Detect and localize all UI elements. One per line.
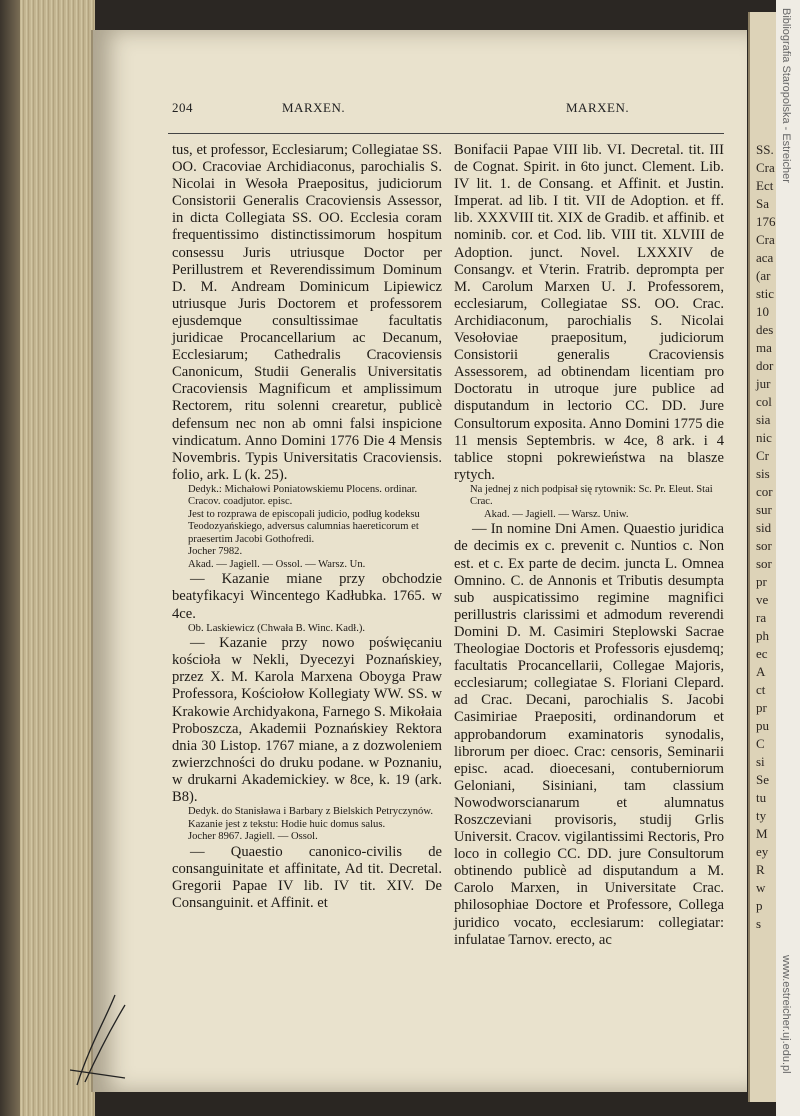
next-page-text: cor [756,484,773,499]
text-paragraph: — Kazanie przy nowo poświęcaniu kościoła w Nekli, Dyecezyi Poznańskiey, przez X. M. Karola Marxena Oboyga Praw Professora, Kościołow Kollegiaty WW. SS. w Krakowie Archidyakona, Farnego S. Mikołaia Proboszcza, Akademii Poznańskiey Rektora dnia 30 Listop. 1767 miane, a z dozwoleniem zwierzchności do druku podane. w Poznaniu, w drukarni Akademickiey. w 8ce, k. 19 (ark. B8). [172,635,442,805]
text-paragraph: Jest to rozprawa de episcopali judicio, podług kodeksu Teodozyańskiego, adversus calumnias haereticorum et praesertim Jacobi Gothofredi. [188,508,420,545]
next-page-text: sor [756,538,772,553]
page-number: 204 [172,100,193,115]
next-page-text: pu [756,718,769,733]
next-page-text: des [756,322,774,337]
text-paragraph: — Kazanie miane przy obchodzie beatyfikacyi Wincentego Kadłubka. 1765. w 4ce. [172,571,442,622]
next-page-text: tu [756,790,767,805]
next-page-text: ct [756,682,766,697]
next-page-text: sor [756,556,772,571]
signature-mark [55,990,135,1090]
text-paragraph: Na jednej z nich podpisał się rytownik: Sc. Pr. Eleut. Stai Crac. [470,483,713,508]
next-page-text: ma [756,340,772,355]
next-page-text: Cra [756,232,775,247]
next-page-text: C [756,736,765,751]
next-page-text: s [756,916,762,931]
next-page-text: pr [756,574,767,589]
running-title-left: MARXEN. [282,100,346,115]
next-page-text: M [756,826,768,841]
running-title-right: MARXEN. [566,100,630,115]
left-text-column [172,142,442,912]
next-page-text: si [756,754,765,769]
next-page-text: sis [756,466,770,481]
next-page-text: Cr [756,448,769,463]
next-page-text: ve [756,592,769,607]
text-paragraph: — Quaestio canonico-civilis de consanguinitate et affinitate, Ad tit. Decretal. Gregorii Papae IV lib. IV tit. XIV. De Consanguinit. et Affinit. et [172,843,442,911]
next-page-text: sid [756,520,772,535]
next-page-text: Sa [756,196,769,211]
next-page-text: jur [756,376,771,391]
next-page-text: col [756,394,772,409]
next-page-text: pr [756,700,767,715]
text-paragraph: Akad. — Jagiell. — Ossol. — Warsz. Un. [188,558,366,570]
next-page-text: sur [756,502,772,517]
next-page-text: A [756,664,766,679]
book-spine-shadow [0,0,20,1116]
text-paragraph: Dedyk. do Stanisława i Barbary z Bielskich Petryczynów. [188,806,433,818]
text-paragraph: Dedyk.: Michałowi Poniatowskiemu Plocens. ordinar. Cracov. coadjutor. episc. [188,483,418,508]
text-paragraph: Akad. — Jagiell. — Warsz. Uniw. [484,508,629,520]
next-page-text: Ect [756,178,774,193]
text-paragraph: tus, et professor, Ecclesiarum; Collegiatae SS. OO. Cracoviae Archidiaconus, parochialis S. Nicolai in Wesoła Praepositus, judiciorum Consistorii Generalis Cracoviensis Assessor, in dicta Collegiata SS. OO. Ecclesia coram frequentissimo distinctissimorum hospitum consessu Juris utriusque Doctor per Perillustrem et Reverendissimum Dominum D. M. Andream Dominicum Lipiewicz utriusque Juris Doctorem et professorem ejusdemque consultissimae facultatis juridicae Procancellarium ac Decanum, Ecclesiarum; Cathedralis Cracoviensis Canonicum, Studii Generalis Universitatis Cracoviensis Magnificum et amplissimum Rectorem, ritu solenni crearetur, publicè defensum nec non ab omni falsi inspicione vindicatum. Anno Domini 1776 Die 4 Mensis Novembris. Typis Universitatis Cracoviensis. folio, ark. L (k. 25). [172,142,442,483]
text-paragraph: Ob. Laskiewicz (Chwała B. Winc. Kadł.). [188,622,366,634]
watermark-bottom: www.estreicher.uj.edu.pl [780,955,792,1074]
text-paragraph: Bonifacii Papae VIII lib. VI. Decretal. tit. III de Cognat. Spirit. in 6to junct. Clement. Lib. IV lit. 1. de Consang. et Affinit. et Justin. Imperat. ad lib. I tit. VII de Adoption. et ff. lib. XXXVIII tit. XIX de Gradib. et affinib. et nominib. cor. et Cod. lib. VIII tit. XLVIII de Adoption. junct. Novel. LXXXIV de Consangv. et Vterin. Fratrib. deprompta per M. Carolum Marxen U. J. Professorem, ecclesiarum, Collegiatae SS. OO. Crac. Archidiaconum, parochialis S. Nicolai Vesołoviae praepositum, judiciorum Consistorii generalis Cracoviensis Assessorem, ad obtinendam licentiam pro Doctoratu in utroque jure publice ad disputandum in lectorio CC. DD. Jure Consultorum exposita. Anno Domini 1775 die 11 mensis Septembris. w 4ce, 8 ark. i 4 tablice stopni pokrewieństwa na blasze rytych. [454,142,724,483]
next-page-text: ty [756,808,767,823]
next-page-text: ec [756,646,768,661]
next-page-text: sia [756,412,771,427]
next-page-text: Cra [756,160,775,175]
next-page-text: (ar [756,268,771,283]
page-gutter-line [91,30,93,1092]
text-paragraph: — In nomine Dni Amen. Quaestio juridica de decimis ex c. prevenit c. Nuntios c. Non est. et c. Ex parte de decim. juncta L. Omnea Omnino. C. de Annonis et Tributis desumpta sub auspicatissimo regimine magnifici perillustris clarissimi et admodum reverendi Domini D. M. Casimiri Steplowski Sacrae Theologiae Doctoris et Professoris ejusdemq; facultatis Procancellarii, Collegae Majoris, ecclesiarum; collegiatae S. Floriani Clepard. ad Crac. Decani, parochialis S. Jacobi Casimiriae Praepositi, ordinandorum et approbandorum examinatoris synodalis, librorum per dioec. Crac: censoris, Seminarii episc. acad. dioecesani, contuberniorum Geloniani, Sisiniani, tam classium Nowodworscianarum et alumnatus Roszczeviani provisoris, studij Grlis Universit. Cracov. vigilantissimi Rectoris, Pro loco in collegio CC. DD. jure Consultorum obtinendo publicè ad disputandum a M. Carolo Marxen, in Universitate Crac. philosophiae Doctore et Professore, Collega juridico vocato, ecclesiarum: collegiatar: infulatae Tarnov. erecto, ac [454,521,724,948]
right-text-column [454,142,724,949]
next-page-text: p [756,898,763,913]
next-page-text: stic [756,286,775,301]
text-paragraph: Jocher 7982. [188,546,243,558]
next-page-text: SS. [756,142,774,157]
next-page-text: R [756,862,765,877]
next-page-text: Se [756,772,769,787]
next-page-text: ph [756,628,769,643]
header-rule [168,133,724,134]
text-paragraph: Kazanie jest z tekstu: Hodie huic domus salus. [188,818,386,830]
next-page-text: aca [756,250,774,265]
next-page-text: 176 [756,214,776,229]
next-page-text: ra [756,610,767,625]
next-page-text: dor [756,358,774,373]
text-paragraph: Jocher 8967. Jagiell. — Ossol. [188,831,318,843]
next-page-text: 10 [756,304,769,319]
next-page-text: w [756,880,766,895]
watermark-top: Bibliografia Staropolska - Estreicher [780,8,792,183]
scan-top-background [0,0,800,30]
next-page-text: nic [756,430,772,445]
next-page-text: ey [756,844,769,859]
